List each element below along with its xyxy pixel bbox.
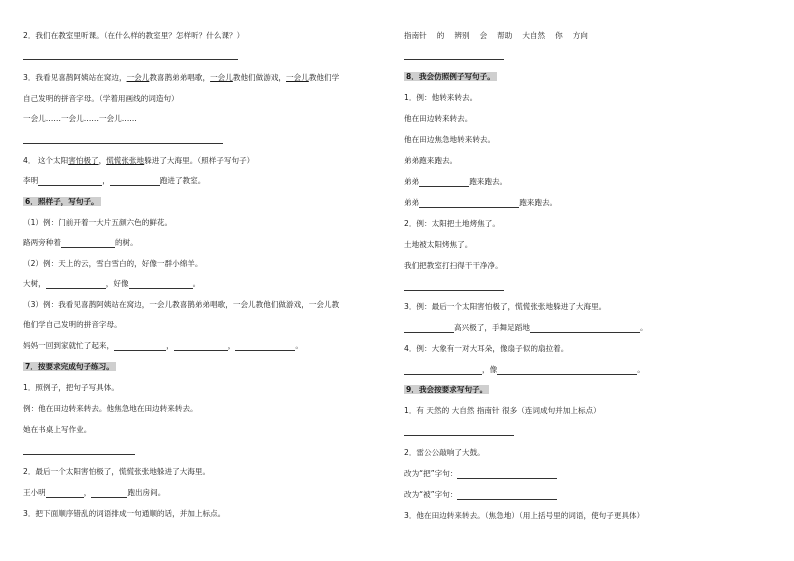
s7-1-example: 例：他在田边转来转去。他焦急地在田边转来转去。	[23, 404, 198, 413]
s6-2-answer	[23, 279, 200, 289]
s8-1-text: 跑来跑去。	[519, 198, 558, 207]
s8-1-text: 跑来跑去。	[469, 177, 508, 186]
section-9-title	[404, 385, 489, 395]
blank[interactable]	[419, 198, 519, 208]
q3-line3: 一会儿……一会儿……一会儿……	[23, 114, 137, 123]
q3-part: 3．我看见喜鹊阿姨站在窝边，	[23, 73, 127, 82]
q4-line	[23, 156, 254, 166]
word: 会	[479, 31, 488, 40]
blank[interactable]	[457, 490, 557, 500]
s6-1-text: 路两旁种着	[23, 238, 61, 247]
s8-4-answer	[404, 365, 645, 375]
s6-1-example: （1）例：门前开着一大片五颜六色的鲜花。	[23, 218, 173, 227]
section-heading: 6．照样子，写句子。	[25, 197, 99, 206]
s7-1-answer-line[interactable]	[23, 454, 135, 455]
s6-3-text: ，	[166, 341, 174, 350]
blank[interactable]	[457, 469, 557, 479]
word-bank	[404, 31, 588, 41]
s9-3-instruction: 3．他在田边转来转去。（焦急地）（用上括号里的词语，使句子更具体）	[404, 511, 645, 520]
s8-3-text: 高兴极了，手舞足蹈地	[454, 323, 530, 332]
s8-2-a: 土地被太阳烤焦了。	[404, 240, 473, 249]
s8-1-e	[404, 198, 557, 208]
s8-2-example: 2．例：太阳把土地烤焦了。	[404, 219, 500, 228]
s6-3-text: ，	[227, 341, 236, 350]
q3-part: 教他们做游戏，	[232, 73, 287, 82]
blank[interactable]	[61, 238, 115, 248]
s8-4-text: ，像	[482, 365, 498, 374]
q3-line2: 自己发明的拼音字母。（学着用画线的词造句）	[23, 94, 179, 103]
s8-3-answer	[404, 323, 648, 333]
q4-answer	[23, 176, 205, 186]
q3-underlined: 一会儿	[210, 73, 233, 82]
q4-prefix: 4． 这个太阳	[23, 156, 69, 165]
s7-2-text: 王小明	[23, 488, 46, 497]
q4-answer-text: 李明	[23, 176, 39, 185]
s9-1-answer-line[interactable]	[404, 435, 514, 436]
q3-line1	[23, 73, 339, 83]
q4-answer-text: ，	[102, 176, 110, 185]
blank[interactable]	[404, 365, 482, 375]
s9-2-bei	[404, 490, 557, 500]
s8-4-text: 。	[637, 365, 645, 374]
word: 大自然	[522, 31, 546, 40]
s6-2-text: 。	[192, 279, 201, 288]
s9-2-ba	[404, 469, 557, 479]
section-7-title	[23, 362, 116, 372]
s8-1-d	[404, 177, 507, 187]
s8-1-a: 他在田边转来转去。	[404, 114, 473, 123]
blank[interactable]	[419, 177, 469, 187]
word: 指南针	[404, 31, 427, 40]
blank[interactable]	[174, 341, 228, 351]
q3-part: 教他们学	[308, 73, 340, 82]
blank[interactable]	[91, 488, 127, 498]
q4-suffix: 躲进了大海里。（照样子写句子）	[144, 156, 255, 165]
s6-3-answer	[23, 341, 303, 351]
s8-1-example: 1．例：他转来转去。	[404, 93, 478, 102]
s8-3-example: 3．例：最后一个太阳害怕极了，慌慌张张地躲进了大海里。	[404, 302, 607, 311]
blank[interactable]	[114, 341, 166, 351]
q4-underlined: 慌慌张张地	[106, 156, 145, 165]
q4-answer-text: 跑进了教室。	[159, 176, 206, 185]
word-bank-answer-line[interactable]	[404, 59, 504, 60]
s6-2-example: （2）例：天上的云，雪白雪白的，好像一群小绵羊。	[23, 259, 203, 268]
section-heading: 9．我会按要求写句子。	[406, 385, 488, 394]
blank[interactable]	[110, 176, 160, 186]
s8-2-answer-line[interactable]	[404, 290, 504, 291]
s7-2-text: 跑出房间。	[127, 488, 166, 497]
section-8-title	[404, 72, 497, 82]
s6-1-text: 的树。	[114, 238, 138, 247]
section-heading: 7．按要求完成句子练习。	[25, 362, 114, 371]
q4-mid: ，	[98, 156, 107, 165]
blank[interactable]	[38, 176, 102, 186]
s6-2-text: 大树，	[23, 279, 46, 288]
s7-3-instruction: 3．把下面顺序错乱的词语排成一句通顺的话，并加上标点。	[23, 509, 226, 518]
s8-1-c: 弟弟跑来跑去。	[404, 156, 458, 165]
s7-1-instruction: 1．照例子，把句子写具体。	[23, 383, 119, 392]
s6-2-text: ，好像	[105, 279, 129, 288]
blank[interactable]	[46, 279, 106, 289]
s9-2-label: 改为“把”字句：	[404, 469, 458, 478]
s6-3-text: 妈妈一回到家就忙了起来，	[23, 341, 115, 350]
q2-answer-line[interactable]	[23, 59, 238, 60]
q2-text: 2．我们在教室里听课。（在什么样的教室里？怎样听？什么课？）	[23, 31, 245, 40]
word: 方向	[572, 31, 588, 40]
s9-2-sentence: 2．雷公公敲响了大鼓。	[404, 448, 485, 457]
word: 辨别	[454, 31, 470, 40]
q3-underlined: 一会儿	[286, 73, 309, 82]
s6-3-example: （3）例：我看见喜鹊阿姨站在窝边，一会儿教喜鹊弟弟唱歌，一会儿教他们做游戏，一会儿教	[23, 300, 340, 309]
word: 的	[436, 31, 445, 40]
q4-underlined: 害怕极了	[68, 156, 99, 165]
blank[interactable]	[235, 341, 295, 351]
s9-1-instruction: 1．有 天然的 大自然 指南针 很多（连词成句并加上标点）	[404, 406, 601, 415]
q3-answer-line[interactable]	[23, 143, 223, 144]
s7-1-question: 她在书桌上写作业。	[23, 425, 92, 434]
s6-1-answer	[23, 238, 138, 248]
q3-underlined: 一会儿	[126, 73, 150, 82]
blank[interactable]	[530, 323, 640, 333]
blank[interactable]	[129, 279, 193, 289]
s8-4-example: 4．例：大象有一对大耳朵，像扇子似的扇拉着。	[404, 344, 569, 353]
blank[interactable]	[497, 365, 637, 375]
section-6-title	[23, 197, 101, 207]
q3-part: 教喜鹊弟弟唱歌，	[149, 73, 211, 82]
s6-3-example-line2: 他们学自己发明的拼音字母。	[23, 320, 122, 329]
s8-3-text: 。	[639, 323, 648, 332]
s8-1-text: 弟弟	[404, 177, 420, 186]
word: 帮助	[497, 31, 513, 40]
s9-2-label: 改为“被”字句：	[404, 490, 458, 499]
s7-2-sentence: 2．最后一个太阳害怕极了，慌慌张张地躲进了大海里。	[23, 467, 211, 476]
s8-1-text: 弟弟	[404, 198, 420, 207]
blank[interactable]	[46, 488, 84, 498]
s8-1-b: 他在田边焦急地转来转去。	[404, 135, 496, 144]
word: 你	[555, 31, 563, 40]
s6-3-text: 。	[295, 341, 303, 350]
s8-2-b: 我们把教室打扫得干干净净。	[404, 261, 503, 270]
blank[interactable]	[404, 323, 454, 333]
s7-2-text: ，	[83, 488, 92, 497]
section-heading: 8．我会仿照例子写句子。	[406, 72, 495, 81]
s7-2-answer	[23, 488, 165, 498]
